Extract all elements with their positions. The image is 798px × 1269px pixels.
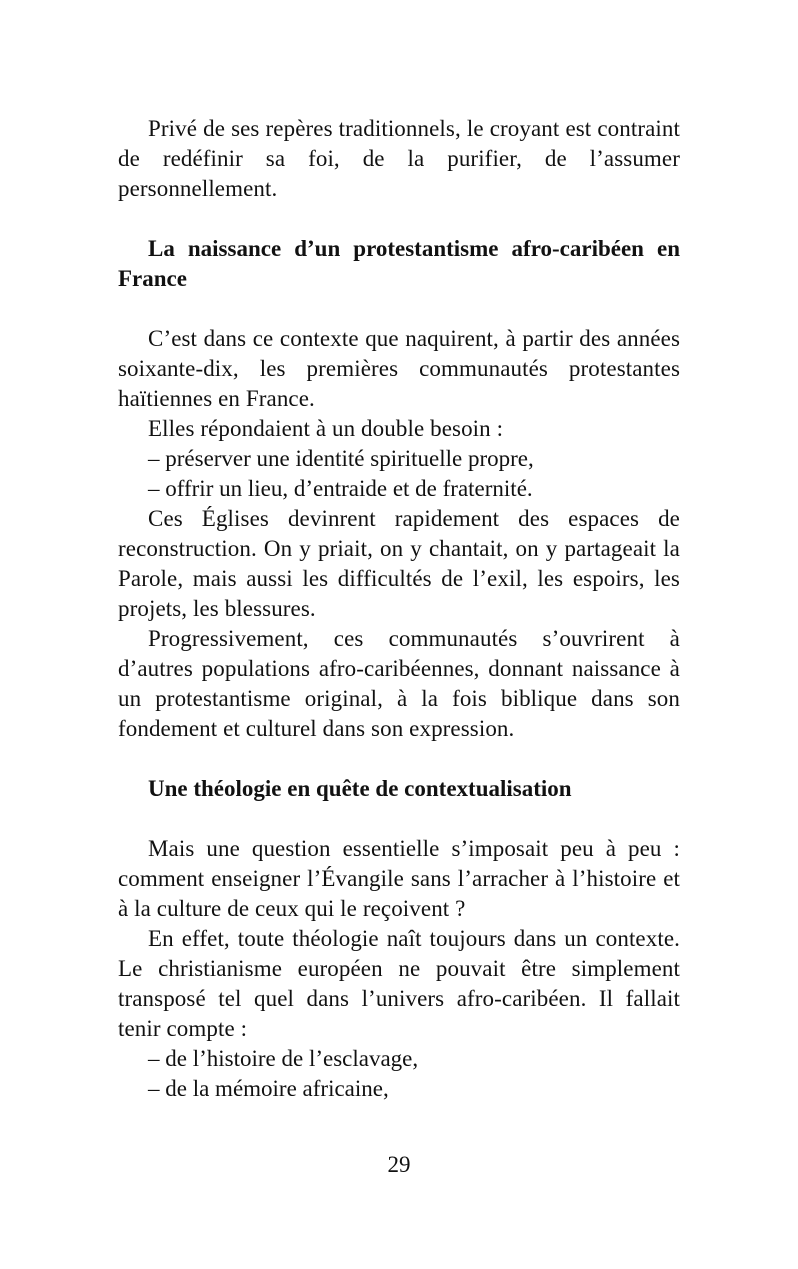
paragraph: Ces Églises devinrent rapidement des espaces de reconstruction. On y priait, on y chantait, on y partageait la Parole, mais aussi les difficultés de l’exil, les espoirs, les projets, les blessures. bbox=[118, 506, 680, 621]
paragraph: En effet, toute théologie naît toujours dans un contexte. Le christianisme européen ne pouvait être simplement transposé tel quel dans l’univers afro-caribéen. Il fallait tenir compte : bbox=[118, 926, 680, 1041]
spacer bbox=[118, 744, 680, 774]
spacer bbox=[118, 204, 680, 234]
paragraph: C’est dans ce contexte que naquirent, à partir des années soixante-dix, les premières communautés protestantes haïtiennes en France. bbox=[118, 326, 680, 411]
list-item: – de l’histoire de l’esclavage, bbox=[148, 1046, 419, 1071]
section-heading: La naissance d’un protestantisme afro-caribéen en France bbox=[118, 236, 680, 291]
paragraph: Progressivement, ces communautés s’ouvrirent à d’autres populations afro-caribéennes, donnant naissance à un protestantisme original, à la fois biblique dans son fondement et culturel dans son expression. bbox=[118, 626, 680, 741]
page-body bbox=[118, 114, 680, 1104]
list-item: – offrir un lieu, d’entraide et de fraternité. bbox=[148, 476, 533, 501]
spacer bbox=[118, 294, 680, 324]
list-item: – de la mémoire africaine, bbox=[148, 1076, 389, 1101]
page-number: 29 bbox=[387, 1152, 411, 1177]
section-heading: Une théologie en quête de contextualisation bbox=[148, 776, 572, 801]
list-item: – préserver une identité spirituelle propre, bbox=[148, 446, 534, 471]
spacer bbox=[118, 804, 680, 834]
paragraph: Mais une question essentielle s’imposait peu à peu : comment enseigner l’Évangile sans l’arracher à l’histoire et à la culture de ceux qui le reçoivent ? bbox=[118, 836, 680, 921]
paragraph: Elles répondaient à un double besoin : bbox=[148, 416, 504, 441]
paragraph: Privé de ses repères traditionnels, le croyant est contraint de redéfinir sa foi, de la purifier, de l’assumer personnellement. bbox=[118, 116, 680, 201]
